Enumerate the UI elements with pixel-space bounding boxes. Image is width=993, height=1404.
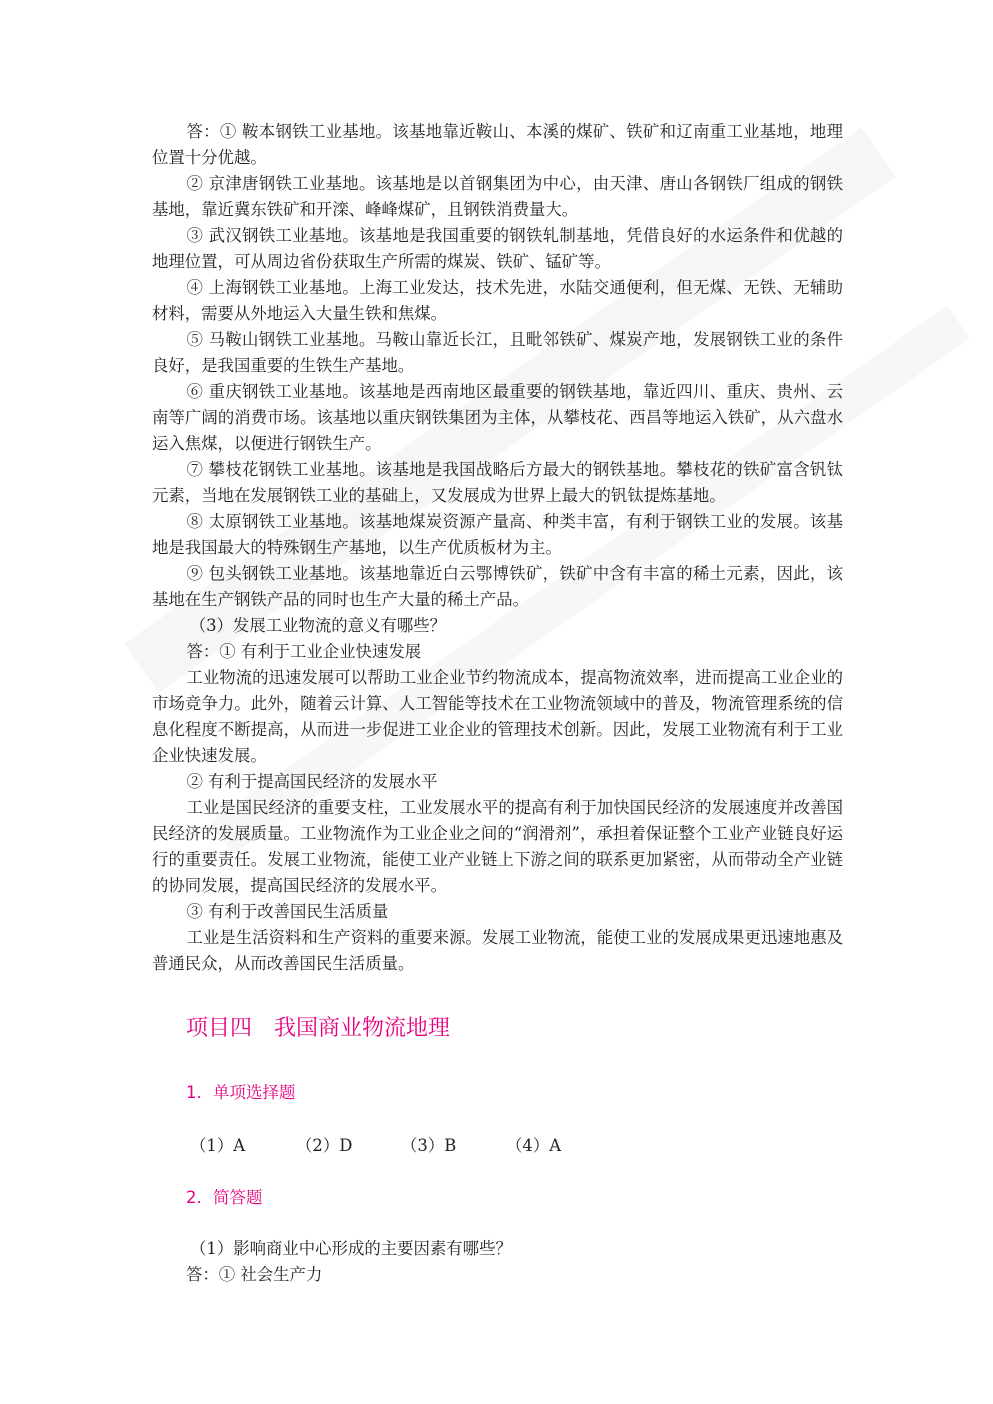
answer-heading: ③ 有利于改善国民生活质量 xyxy=(186,902,389,921)
section-title-single-choice: 1．单项选择题 xyxy=(186,1083,296,1102)
question: （1）影响商业中心形成的主要因素有哪些？ xyxy=(190,1239,512,1258)
answer-heading: 答：① 社会生产力 xyxy=(186,1265,323,1284)
paragraph: ⑧ 太原钢铁工业基地。该基地煤炭资源产量高、种类丰富，有利于钢铁工业的发展。该基地是我国最大的特殊钢生产基地，以生产优质板材为主。 xyxy=(152,512,843,557)
question: （3）发展工业物流的意义有哪些？ xyxy=(189,616,447,635)
answer-body xyxy=(152,119,843,977)
choice-answer: （4）A xyxy=(506,1136,562,1155)
paragraph: ⑦ 攀枝花钢铁工业基地。该基地是我国战略后方最大的钢铁基地。攀枝花的铁矿富含钒钛元素，当地在发展钢铁工业的基础上，又发展成为世界上最大的钒钛提炼基地。 xyxy=(152,460,843,505)
section-title-short-answer: 2．简答题 xyxy=(186,1188,263,1207)
paragraph: ③ 武汉钢铁工业基地。该基地是我国重要的钢铁轧制基地，凭借良好的水运条件和优越的地理位置，可从周边省份获取生产所需的煤炭、铁矿、锰矿等。 xyxy=(152,226,843,271)
paragraph: 工业是生活资料和生产资料的重要来源。发展工业物流，能使工业的发展成果更迅速地惠及普通民众，从而改善国民生活质量。 xyxy=(152,928,843,973)
choice-answer: （3）B xyxy=(401,1136,457,1155)
choice-answer: （2）D xyxy=(296,1136,353,1155)
paragraph: 工业物流的迅速发展可以帮助工业企业节约物流成本，提高物流效率，进而提高工业企业的市场竞争力。此外，随着云计算、人工智能等技术在工业物流领域中的普及，物流管理系统的信息化程度不断提高，从而进一步促进工业企业的管理技术创新。因此，发展工业物流有利于工业企业快速发展。 xyxy=(152,668,843,765)
answer-heading: ② 有利于提高国民经济的发展水平 xyxy=(186,772,438,791)
paragraph: ④ 上海钢铁工业基地。上海工业发达，技术先进，水陆交通便利，但无煤、无铁、无辅助材料，需要从外地运入大量生铁和焦煤。 xyxy=(152,278,843,323)
project-title: 项目四 我国商业物流地理 xyxy=(186,1016,451,1041)
paragraph: ⑥ 重庆钢铁工业基地。该基地是西南地区最重要的钢铁基地，靠近四川、重庆、贵州、云南等广阔的消费市场。该基地以重庆钢铁集团为主体，从攀枝花、西昌等地运入铁矿，从六盘水运入焦煤，以便进行钢铁生产。 xyxy=(152,382,843,453)
paragraph: 工业是国民经济的重要支柱，工业发展水平的提高有利于加快国民经济的发展速度并改善国民经济的发展质量。工业物流作为工业企业之间的“润滑剂”，承担着保证整个工业产业链良好运行的重要责任。发展工业物流，能使工业产业链上下游之间的联系更加紧密，从而带动全产业链的协同发展，提高国民经济的发展水平。 xyxy=(152,798,843,895)
paragraph: ② 京津唐钢铁工业基地。该基地是以首钢集团为中心，由天津、唐山各钢铁厂组成的钢铁基地，靠近冀东铁矿和开滦、峰峰煤矿，且钢铁消费量大。 xyxy=(152,174,843,219)
answer-heading: 答：① 有利于工业企业快速发展 xyxy=(186,642,422,661)
paragraph: ⑨ 包头钢铁工业基地。该基地靠近白云鄂博铁矿，铁矿中含有丰富的稀土元素，因此，该基地在生产钢铁产品的同时也生产大量的稀土产品。 xyxy=(152,564,843,609)
choice-answer: （1）A xyxy=(190,1136,246,1155)
paragraph: 答：① 鞍本钢铁工业基地。该基地靠近鞍山、本溪的煤矿、铁矿和辽南重工业基地，地理位置十分优越。 xyxy=(152,122,843,167)
paragraph: ⑤ 马鞍山钢铁工业基地。马鞍山靠近长江，且毗邻铁矿、煤炭产地，发展钢铁工业的条件良好，是我国重要的生铁生产基地。 xyxy=(152,330,843,375)
